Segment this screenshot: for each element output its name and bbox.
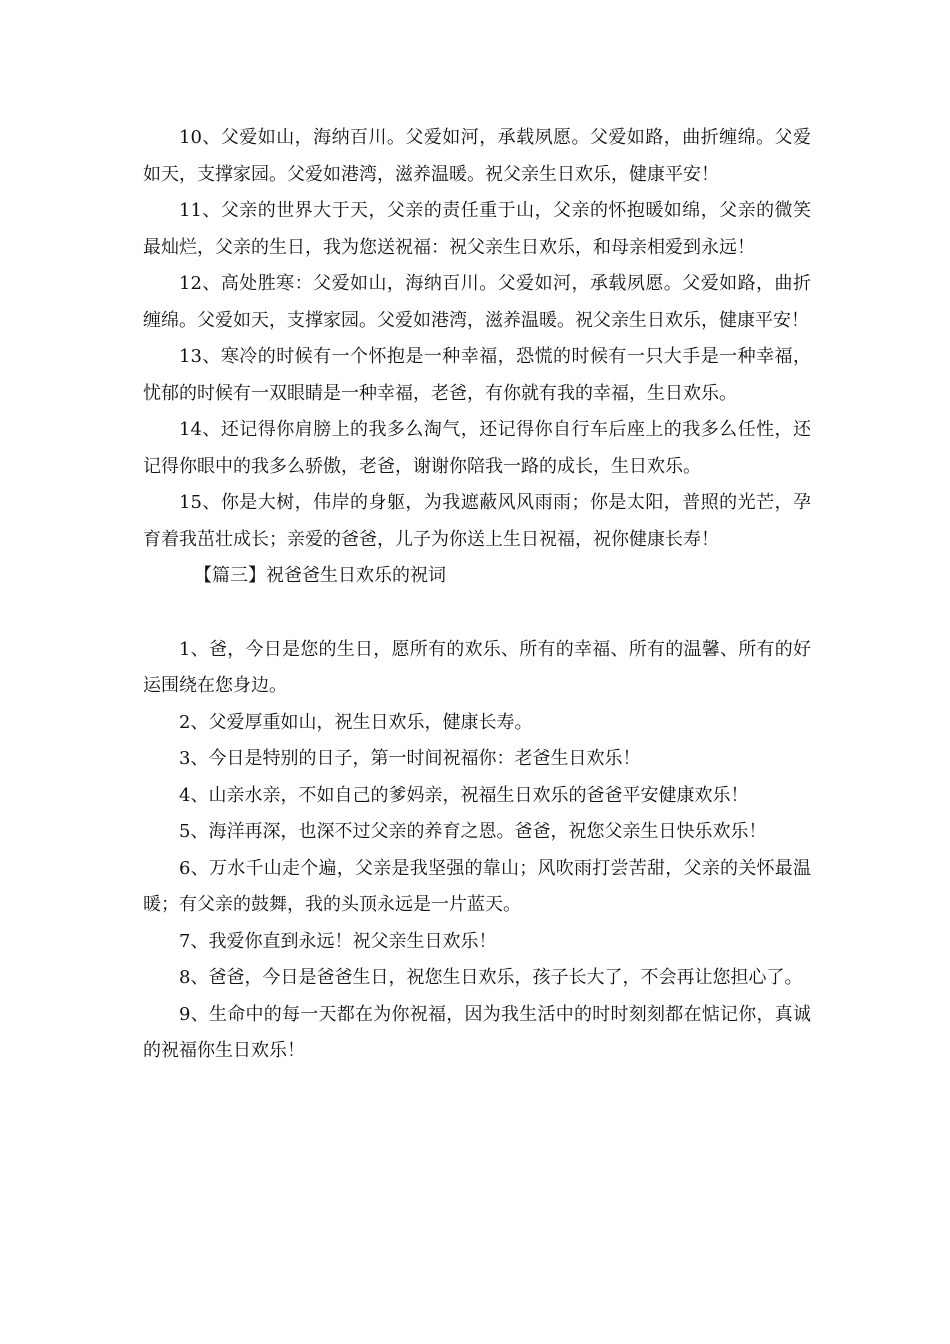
paragraph-item-6: 6、万水千山走个遍，父亲是我坚强的靠山；风吹雨打尝苦甜，父亲的关怀最温暖；有父亲的鼓舞，我的头顶永远是一片蓝天。	[143, 857, 811, 915]
document-body	[143, 120, 811, 1070]
paragraph-item-4: 4、山亲水亲，不如自己的爹妈亲，祝福生日欢乐的爸爸平安健康欢乐！	[179, 784, 749, 806]
paragraph-item-5: 5、海洋再深，也深不过父亲的养育之恩。爸爸，祝您父亲生日快乐欢乐！	[179, 821, 767, 842]
paragraph-item-9: 9、生命中的每一天都在为你祝福，因为我生活中的时时刻刻都在惦记你，真诚的祝福你生日欢乐！	[143, 1003, 811, 1061]
paragraph-item-12: 12、高处胜寒：父爱如山，海纳百川。父爱如河，承载夙愿。父爱如路，曲折缠绵。父爱如天，支撑家园。父爱如港湾，滋养温暖。祝父亲生日欢乐，健康平安！	[143, 273, 811, 331]
section-heading: 【篇三】祝爸爸生日欢乐的祝词	[194, 565, 446, 586]
paragraph-item-10: 10、父爱如山，海纳百川。父爱如河，承载夙愿。父爱如路，曲折缠绵。父爱如天，支撑家园。父爱如港湾，滋养温暖。祝父亲生日欢乐，健康平安！	[143, 127, 811, 185]
paragraph-item-14: 14、还记得你肩膀上的我多么淘气，还记得你自行车后座上的我多么任性，还记得你眼中的我多么骄傲，老爸，谢谢你陪我一路的成长，生日欢乐。	[143, 419, 811, 477]
paragraph-item-1: 1、爸，今日是您的生日，愿所有的欢乐、所有的幸福、所有的温馨、所有的好运围绕在您身边。	[143, 638, 811, 696]
paragraph-item-8: 8、爸爸，今日是爸爸生日，祝您生日欢乐，孩子长大了，不会再让您担心了。	[179, 967, 803, 988]
section-spacer	[143, 595, 811, 632]
paragraph-item-7: 7、我爱你直到永远！祝父亲生日欢乐！	[179, 930, 497, 952]
paragraph-item-11: 11、父亲的世界大于天，父亲的责任重于山，父亲的怀抱暖如绵，父亲的微笑最灿烂，父亲的生日，我为您送祝福：祝父亲生日欢乐，和母亲相爱到永远！	[143, 200, 811, 258]
paragraph-item-2: 2、父爱厚重如山，祝生日欢乐，健康长寿。	[179, 711, 533, 733]
paragraph-item-15: 15、你是大树，伟岸的身躯，为我遮蔽风风雨雨；你是太阳，普照的光芒，孕育着我茁壮成长；亲爱的爸爸，儿子为你送上生日祝福，祝你健康长寿！	[143, 492, 811, 550]
paragraph-item-3: 3、今日是特别的日子，第一时间祝福你：老爸生日欢乐！	[179, 748, 641, 769]
paragraph-item-13: 13、寒冷的时候有一个怀抱是一种幸福，恐慌的时候有一只大手是一种幸福，忧郁的时候有一双眼睛是一种幸福，老爸，有你就有我的幸福，生日欢乐。	[143, 346, 811, 404]
